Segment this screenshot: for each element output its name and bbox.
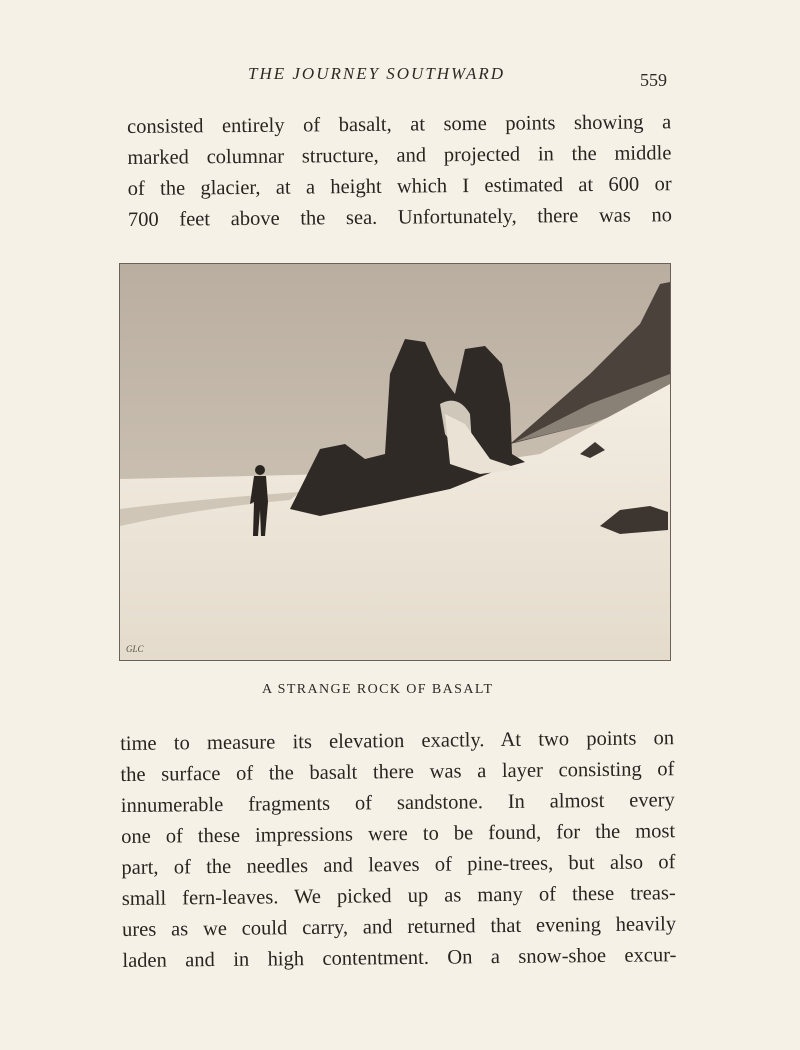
text-line: time to measure its elevation exactly. At two points on <box>120 727 675 755</box>
photo-plate <box>119 263 671 661</box>
text-line: part, of the needles and leaves of pine-trees, but also of <box>121 851 676 879</box>
paragraph-bottom <box>120 723 677 977</box>
text-line: innumerable fragments of sandstone. In almost every <box>120 789 675 817</box>
page-number: 559 <box>640 70 667 90</box>
text-line: 700 feet above the sea. Unfortunately, there was no <box>127 204 673 231</box>
text-line: small fern-leaves. We picked up as many of these treas- <box>121 882 676 910</box>
text-line: one of these impressions were to be found, for the most <box>121 820 676 848</box>
figure-caption: A STRANGE ROCK OF BASALT <box>262 682 494 697</box>
text-line: laden and in high contentment. On a snow-shoe excur- <box>122 944 677 972</box>
photo-signature: GLC <box>126 644 144 654</box>
text-line: ures as we could carry, and returned that evening heavily <box>121 913 677 941</box>
text-line: of the glacier, at a height which I estimated at 600 or <box>127 173 672 200</box>
text-line: the surface of the basalt there was a layer consisting of <box>120 758 675 786</box>
basalt-rock-photo <box>120 264 670 660</box>
running-header: THE JOURNEY SOUTHWARD <box>248 64 506 83</box>
text-line: marked columnar structure, and projected in the middle <box>127 142 672 169</box>
text-line: consisted entirely of basalt, at some points showing a <box>127 111 672 138</box>
paragraph-top <box>127 107 672 236</box>
